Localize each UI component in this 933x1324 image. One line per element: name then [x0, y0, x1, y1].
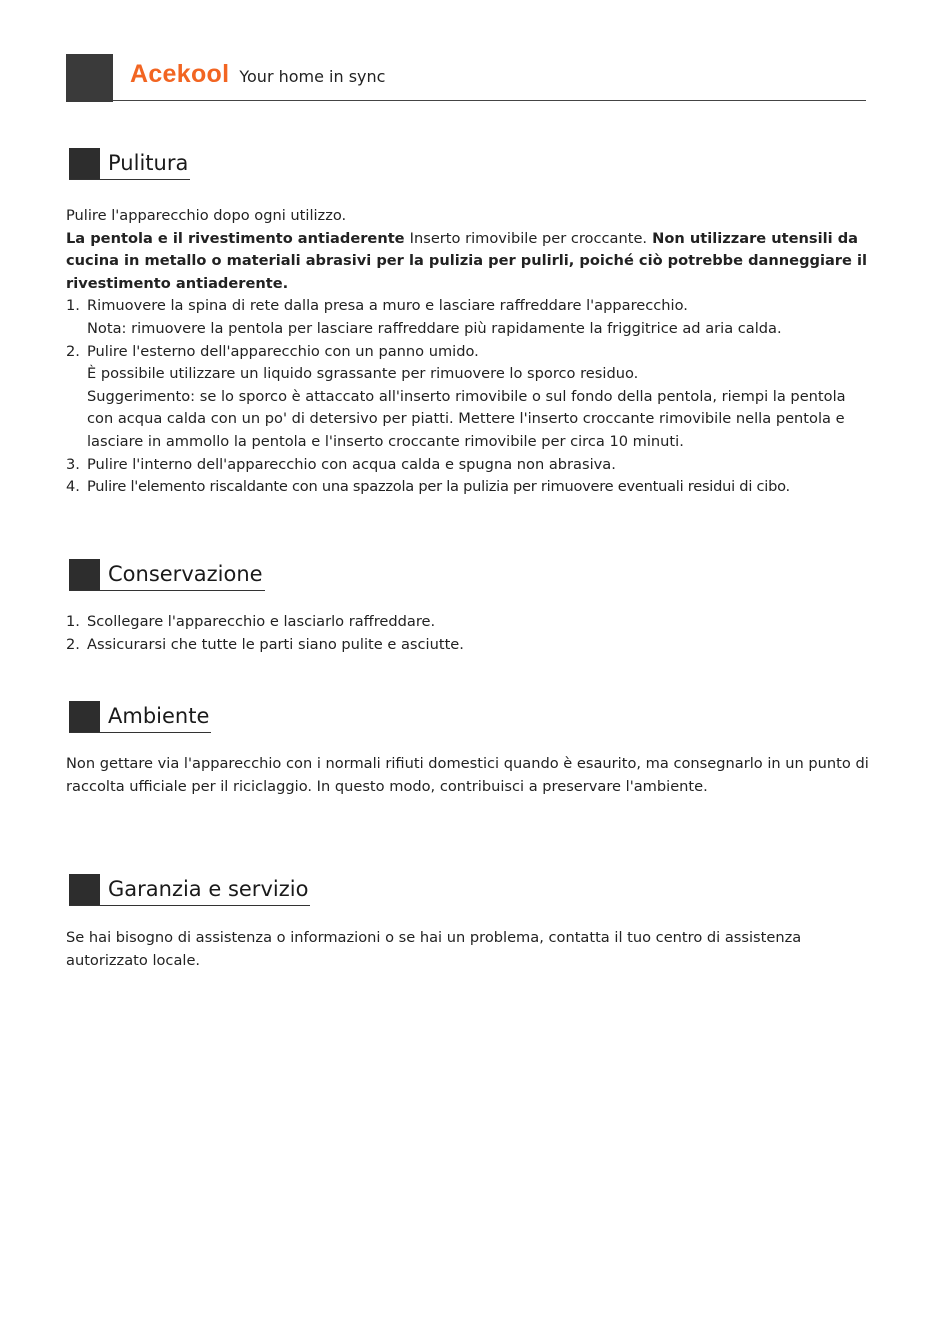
section-marker — [69, 148, 100, 179]
section-heading-cleaning — [69, 147, 190, 180]
section-marker — [69, 701, 100, 732]
list-text: Pulire l'elemento riscaldante con una spazzola per la pulizia per rimuovere eventuali residui di cibo. — [87, 478, 790, 496]
environment-text: Non gettare via l'apparecchio con i normali rifiuti domestici quando è esaurito, ma consegnarlo in un punto di raccolta ufficiale per il riciclaggio. In questo modo, contribuisci a preservare l'ambiente. — [66, 755, 869, 795]
list-item — [66, 611, 874, 634]
list-item — [66, 295, 874, 340]
section-title: Garanzia e servizio — [108, 877, 309, 901]
header-divider — [113, 100, 866, 101]
list-text: Scollegare l'apparecchio e lasciarlo raffreddare. — [87, 613, 436, 630]
cleaning-warning-part-a: La pentola e il rivestimento antiaderente — [66, 229, 405, 247]
section-title: Pulitura — [108, 151, 189, 175]
list-number: 1. — [66, 297, 80, 315]
brand-tagline: Your home in sync — [239, 67, 386, 86]
cleaning-content — [66, 205, 874, 499]
section-heading-storage — [69, 558, 265, 591]
list-text: Rimuovere la spina di rete dalla presa a muro e lasciare raffreddare l'apparecchio. — [87, 297, 688, 315]
brand — [130, 60, 385, 90]
section-heading-warranty — [69, 873, 310, 906]
storage-content — [66, 611, 874, 656]
cleaning-warning-part-c: Non utilizzare utensili da cucina in metallo o materiali abrasivi per la pulizia per pulirli, poiché ciò potrebbe danneggiare il rivestimento antiaderente. — [66, 229, 867, 292]
list-item — [66, 634, 874, 657]
section-title: Conservazione — [108, 562, 263, 586]
cleaning-warning — [66, 228, 874, 296]
list-number: 4. — [66, 478, 80, 496]
list-text: Pulire l'interno dell'apparecchio con acqua calda e spugna non abrasiva. — [87, 455, 616, 473]
list-text: Pulire l'esterno dell'apparecchio con un panno umido. — [87, 342, 479, 360]
list-number: 1. — [66, 613, 80, 630]
cleaning-intro: Pulire l'apparecchio dopo ogni utilizzo. — [66, 207, 347, 224]
list-note: Suggerimento: se lo sporco è attaccato all'inserto rimovibile o sul fondo della pentola, riempi la pentola con acqua calda con un po' di detersivo per piatti. Mettere l'inserto croccante rimovibile nella pentola e lasciare in ammollo la pentola e l'inserto croccante rimovibile per circa 10 minuti. — [87, 387, 846, 450]
list-item — [66, 341, 874, 454]
section-title: Ambiente — [108, 704, 210, 728]
section-heading-environment — [69, 700, 211, 733]
list-item — [66, 476, 874, 499]
list-number: 2. — [66, 635, 80, 653]
list-number: 2. — [66, 342, 80, 360]
section-marker — [69, 874, 100, 905]
brand-logo: Acekool — [130, 60, 230, 88]
list-number: 3. — [66, 455, 80, 473]
warranty-content — [66, 927, 874, 972]
cleaning-warning-part-b: Inserto rimovibile per croccante. — [409, 229, 648, 247]
environment-content — [66, 753, 874, 798]
list-note: È possibile utilizzare un liquido sgrassante per rimuovere lo sporco residuo. — [87, 365, 639, 383]
list-text: Assicurarsi che tutte le parti siano pulite e asciutte. — [87, 635, 464, 653]
warranty-text: Se hai bisogno di assistenza o informazioni o se hai un problema, contatta il tuo centro di assistenza autorizzato locale. — [66, 929, 802, 969]
section-marker — [69, 559, 100, 590]
list-note: Nota: rimuovere la pentola per lasciare raffreddare più rapidamente la friggitrice ad aria calda. — [87, 319, 782, 337]
list-item — [66, 454, 874, 477]
header-block — [66, 54, 113, 102]
